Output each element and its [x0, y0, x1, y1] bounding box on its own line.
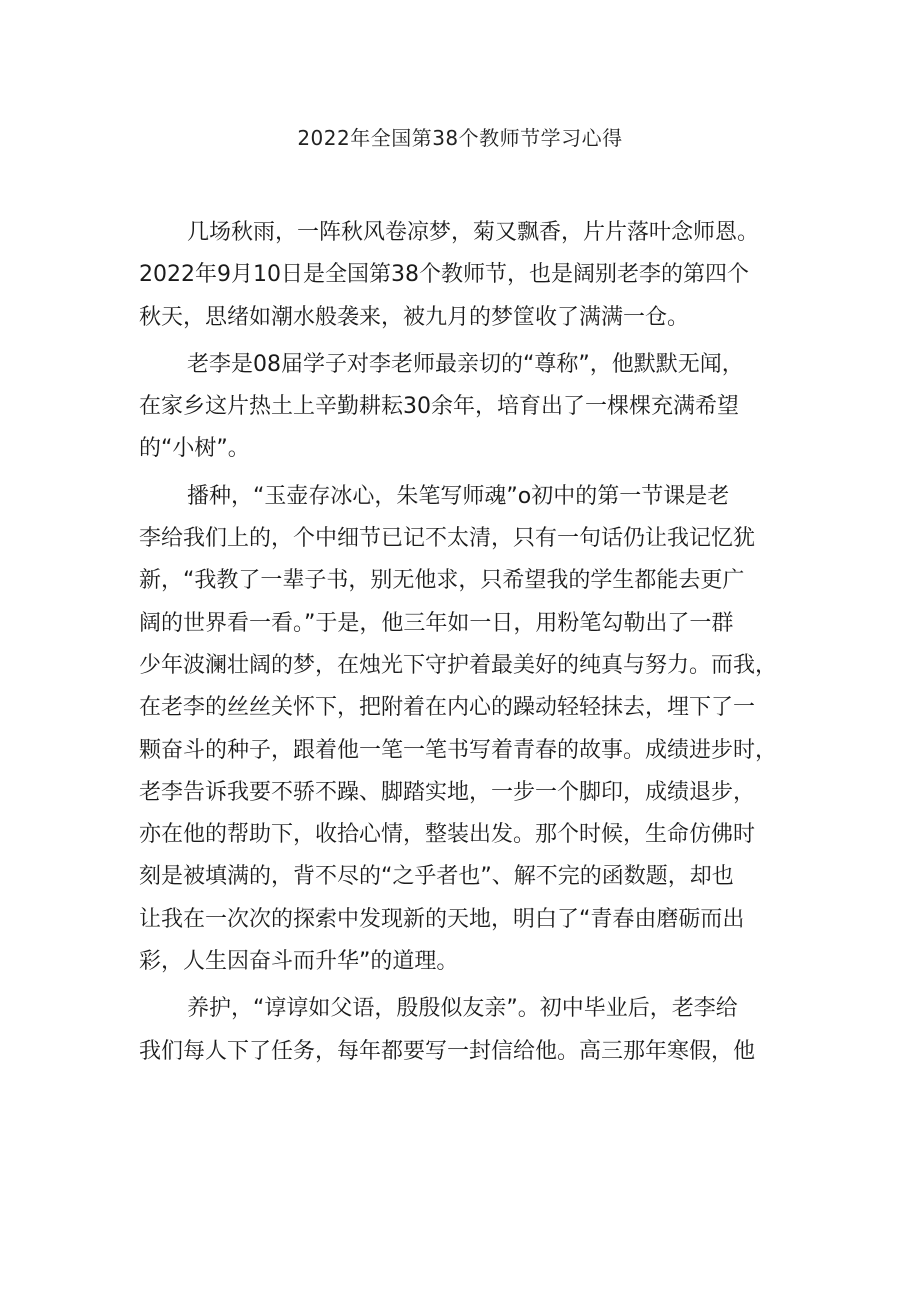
- paragraph-line: 彩，人生因奋斗而升华”的道理。: [139, 949, 459, 975]
- paragraph-1: [139, 212, 799, 339]
- paragraph-line: 刻是被填满的，背不尽的“之乎者也”、解不完的函数题，却也: [139, 864, 734, 890]
- document-title: 2022年全国第38个教师节学习心得: [297, 126, 623, 150]
- paragraph-line: 几场秋雨，一阵秋风卷凉梦，菊又飘香，片片落叶念师恩。: [187, 220, 760, 245]
- paragraph-line: 我们每人下了任务，每年都要写一封信给他。高三那年寒假，他: [139, 1038, 756, 1064]
- paragraph-line: 播种，“玉壶存冰心，朱笔写师魂”o初中的第一节课是老: [187, 483, 730, 509]
- paragraph-line: 秋天，思绪如潮水般袭来，被九月的梦筐收了满满一仓。: [139, 304, 690, 330]
- paragraph-line: 老李告诉我要不骄不躁、脚踏实地，一步一个脚印，成绩退步，: [139, 779, 756, 805]
- paragraph-line: 在家乡这片热土上辛勤耕耘30余年，培育出了一棵棵充满希望: [139, 394, 739, 420]
- paragraph-2: [139, 344, 799, 471]
- paragraph-4: [139, 988, 799, 1073]
- paragraph-line: 养护，“谆谆如父语，殷殷似友亲”。初中毕业后，老李给: [187, 996, 738, 1022]
- paragraph-line: 阔的世界看一看。”于是，他三年如一日，用粉笔勾勒出了一群: [139, 610, 734, 636]
- paragraph-line: 让我在一次次的探索中发现新的天地，明白了“青春由磨砺而出: [139, 906, 745, 932]
- paragraph-line: 2022年9月10日是全国第38个教师节，也是阔别老李的第四个: [139, 262, 749, 288]
- paragraph-3: [139, 476, 799, 984]
- paragraph-line: 在老李的丝丝关怀下，把附着在内心的躁动轻轻抹去，埋下了一: [139, 695, 756, 721]
- document-body: [139, 212, 799, 1073]
- paragraph-line: 颗奋斗的种子，跟着他一笔一笔书写着青春的故事。成绩进步时，: [139, 737, 778, 763]
- paragraph-line: 少年波澜壮阔的梦，在烛光下守护着最美好的纯真与努力。而我，: [139, 652, 778, 678]
- paragraph-line: 李给我们上的，个中细节已记不太清，只有一句话仍让我记忆犹: [139, 526, 756, 552]
- paragraph-line: 的“小树”。: [139, 436, 250, 462]
- paragraph-line: 新，“我教了一辈子书，别无他求，只希望我的学生都能去更广: [139, 568, 745, 594]
- paragraph-line: 老李是08届学子对李老师最亲切的“尊称”，他默默无闻，: [187, 351, 744, 377]
- paragraph-line: 亦在他的帮助下，收拾心情，整装出发。那个时候，生命仿佛时: [139, 822, 756, 848]
